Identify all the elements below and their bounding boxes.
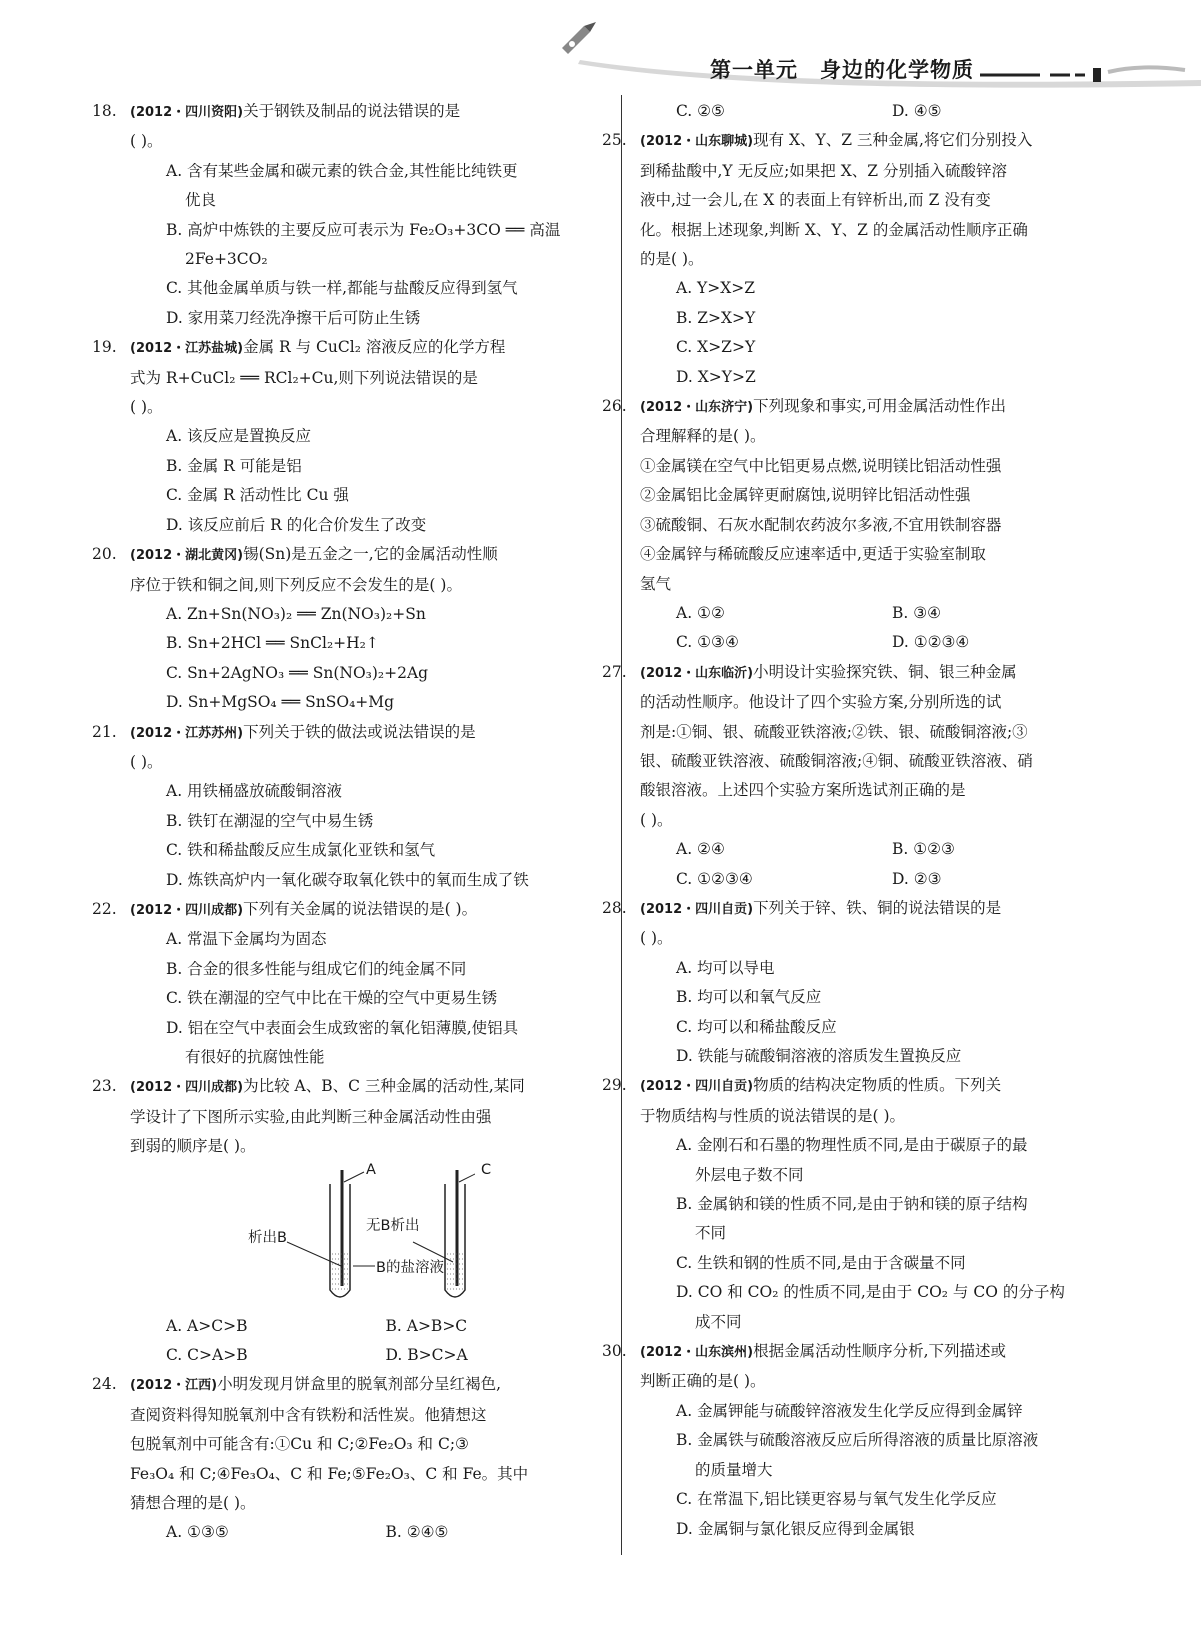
question-number: 27. [602, 662, 627, 681]
option-item: C. X>Z>Y [676, 338, 756, 357]
question-source: (2012・山东济宁) [640, 400, 754, 416]
option-item: B. ①②③ [892, 840, 955, 859]
question-stem-text: ④金属锌与稀硫酸反应速率适中,更适于实验室制取 [640, 545, 986, 564]
option-pair-row [130, 1518, 605, 1547]
question-stem-text: 下列现象和事实,可用金属活动性作出 [753, 397, 1007, 416]
question-stem-line [130, 393, 605, 422]
unit-name: 身边的化学物质 [820, 58, 974, 82]
option-pair-row [640, 97, 1108, 126]
question-stem-text: ( )。 [640, 929, 673, 948]
question-number: 26. [602, 397, 627, 416]
option-item: B. 高炉中炼铁的主要反应可表示为 Fe₂O₃+3CO ══ 高温 [166, 220, 561, 239]
question-source: (2012・四川自贡) [640, 1079, 754, 1095]
page-header [560, 20, 1201, 92]
option-item: C. 铁在潮湿的空气中比在干燥的空气中更易生锈 [166, 989, 498, 1008]
question-stem-text: 小明发现月饼盒里的脱氧剂部分呈红褐色, [217, 1375, 502, 1394]
question-stem-line [130, 1430, 605, 1459]
option-item: B. Sn+2HCl ══ SnCl₂+H₂↑ [166, 634, 379, 653]
question-source: (2012・山东临沂) [640, 665, 754, 681]
option-item: D. ④⑤ [892, 102, 942, 120]
question-21 [92, 718, 605, 895]
option-item: C. ②⑤ [676, 102, 725, 120]
option-item: A. ①② [676, 603, 725, 622]
option-item: A. 用铁桶盛放硫酸铜溶液 [166, 782, 343, 801]
question-source: (2012・四川资阳) [130, 105, 244, 120]
question-stem-text: 式为 R+CuCl₂ ══ RCl₂+Cu,则下列说法错误的是 [130, 368, 478, 387]
question-stem-first-line [602, 1071, 1108, 1101]
experiment-figure [130, 1162, 605, 1312]
unit-title [710, 54, 974, 84]
question-stem-text: 剂是:①铜、银、硫酸亚铁溶液;②铁、银、硫酸铜溶液;③ [640, 722, 1028, 741]
question-stem-text: 判断正确的是( )。 [640, 1372, 766, 1391]
question-source: (2012・四川成都) [130, 902, 244, 918]
question-26 [602, 392, 1108, 658]
question-stem-text: 酸银溶液。上述四个实验方案所选试剂正确的是 [640, 781, 966, 800]
question-stem-text: 查阅资料得知脱氧剂中含有铁粉和活性炭。他猜想这 [130, 1405, 487, 1424]
question-stem-first-line [602, 894, 1108, 924]
question-stem-first-line [92, 1072, 605, 1102]
question-source: (2012・四川成都) [130, 1080, 244, 1096]
option-item: A. ①③⑤ [166, 1523, 229, 1542]
option-item: D. 该反应前后 R 的化合价发生了改变 [166, 515, 427, 534]
option-item: A. ②④ [676, 840, 725, 859]
left-test-tube [330, 1170, 364, 1297]
question-number: 21. [92, 722, 117, 741]
question-stem-line [640, 481, 1108, 510]
option-item: C. 生铁和钢的性质不同,是由于含碳量不同 [676, 1253, 966, 1272]
option-item: B. Z>X>Y [676, 308, 756, 327]
question-stem-text: 根据金属活动性顺序分析,下列描述或 [753, 1342, 1007, 1361]
question-stem-line [130, 1401, 605, 1430]
option-item: B. 金属铁与硫酸溶液反应后所得溶液的质量比原溶液 [676, 1431, 1039, 1450]
question-stem-line [130, 1460, 605, 1489]
option-item: C. 均可以和稀盐酸反应 [676, 1017, 837, 1036]
option-item: D. 铝在空气中表面会生成致密的氧化铝薄膜,使铝具 [166, 1018, 519, 1037]
option-item: D. B>C>A [385, 1346, 468, 1365]
option-item: C. 其他金属单质与铁一样,都能与盐酸反应得到氢气 [166, 279, 518, 298]
label-left-note: 析出B [248, 1229, 287, 1246]
question-stem-first-line [602, 1337, 1108, 1367]
question-stem-text: 下列有关金属的说法错误的是( )。 [243, 899, 478, 918]
right-column [602, 97, 1108, 1544]
question-stem-text: 下列关于铁的做法或说法错误的是 [243, 722, 476, 741]
question-stem-first-line [92, 540, 605, 570]
question-number: 30. [602, 1342, 627, 1361]
question-number: 29. [602, 1076, 627, 1095]
question-stem-first-line [92, 97, 605, 127]
option-item: A. 常温下金属均为固态 [166, 930, 327, 949]
option-item: C. ①②③④ [676, 869, 753, 888]
question-number: 22. [92, 899, 117, 918]
option-item: B. ②④⑤ [385, 1523, 449, 1542]
option-item: D. X>Y>Z [676, 367, 756, 386]
question-27 [602, 658, 1108, 894]
option-item: B. 合金的很多性能与组成它们的纯金属不同 [166, 959, 467, 978]
option-item: A. Zn+Sn(NO₃)₂ ══ Zn(NO₃)₂+Sn [166, 604, 426, 623]
option-item: A. 该反应是置换反应 [166, 427, 312, 446]
question-stem-line [640, 1102, 1108, 1131]
option-pair-row [640, 865, 1108, 894]
question-19 [92, 333, 605, 540]
question-stem-line [130, 1489, 605, 1518]
question-stem-line [130, 127, 605, 156]
option-item: A. 金属钾能与硫酸锌溶液发生化学反应得到金属锌 [676, 1401, 1023, 1420]
option-item: D. 家用菜刀经洗净擦干后可防止生锈 [166, 308, 421, 327]
question-stem-text: 金属 R 与 CuCl₂ 溶液反应的化学方程 [243, 338, 506, 357]
label-right-note: 无B析出 [366, 1217, 420, 1234]
question-stem-line [640, 216, 1108, 245]
option-continuation: 2Fe+3CO₂ [185, 250, 268, 269]
option-continuation: 的质量增大 [695, 1460, 773, 1479]
question-stem-text: 下列关于锌、铁、铜的说法错误的是 [753, 898, 1002, 917]
option-item: A. 均可以导电 [676, 958, 775, 977]
option-item: D. ②③ [892, 869, 942, 888]
question-stem-text: 氢气 [640, 574, 672, 593]
question-source: (2012・江苏盐城) [130, 341, 244, 357]
option-item: C. ①③④ [676, 633, 739, 652]
option-item: C. 金属 R 活动性比 Cu 强 [166, 486, 349, 505]
question-number: 24. [92, 1375, 117, 1394]
question-number: 28. [602, 898, 627, 917]
question-stem-line [640, 570, 1108, 599]
question-stem-text: 于物质结构与性质的说法错误的是( )。 [640, 1106, 906, 1125]
question-stem-text: ①金属镁在空气中比铝更易点燃,说明镁比铝活动性强 [640, 456, 1002, 475]
option-item: D. 炼铁高炉内一氧化碳夺取氧化铁中的氧而生成了铁 [166, 870, 529, 889]
question-stem-line [640, 747, 1108, 776]
option-continuation: 有很好的抗腐蚀性能 [185, 1048, 325, 1066]
option-item: D. 金属铜与氯化银反应得到金属银 [676, 1519, 915, 1538]
question-stem-line [640, 806, 1108, 835]
question-stem-text: 猜想合理的是( )。 [130, 1494, 256, 1513]
question-stem-line [640, 452, 1108, 481]
question-stem-text: 小明设计实验探究铁、铜、银三种金属 [753, 662, 1017, 681]
right-test-tube [445, 1170, 475, 1297]
question-stem-text: 合理解释的是( )。 [640, 427, 766, 446]
question-source: (2012・江西) [130, 1378, 218, 1394]
question-stem-text: 到稀盐酸中,Y 无反应;如果把 X、Z 分别插入硫酸锌溶 [640, 161, 1007, 180]
question-stem-line [640, 1367, 1108, 1396]
question-25 [602, 126, 1108, 392]
question-stem-line [640, 157, 1108, 186]
question-stem-first-line [92, 333, 605, 363]
question-stem-text: 的活动性顺序。他设计了四个实验方案,分别所选的试 [640, 693, 1002, 712]
question-18 [92, 97, 605, 333]
question-29 [602, 1071, 1108, 1337]
question-source: (2012・湖北黄冈) [130, 548, 244, 564]
option-item: A. Y>X>Z [676, 279, 756, 298]
question-stem-text: ( )。 [130, 752, 163, 771]
question-stem-text: 学设计了下图所示实验,由此判断三种金属活动性由强 [130, 1107, 492, 1126]
question-stem-first-line [92, 895, 605, 925]
question-number: 23. [92, 1077, 117, 1096]
question-stem-line [640, 422, 1108, 451]
question-stem-text: 化。根据上述现象,判断 X、Y、Z 的金属活动性顺序正确 [640, 220, 1028, 239]
option-item: C. C>A>B [166, 1346, 248, 1365]
pen-nib-icon [562, 22, 596, 54]
option-item: A. 含有某些金属和碳元素的铁合金,其性能比纯铁更 [166, 161, 518, 180]
question-stem-text: ( )。 [130, 132, 163, 151]
question-stem-line [640, 718, 1108, 747]
question-stem-text: 到弱的顺序是( )。 [130, 1137, 256, 1156]
question-stem-first-line [602, 658, 1108, 688]
option-item: C. 铁和稀盐酸反应生成氯化亚铁和氢气 [166, 841, 436, 860]
question-source: (2012・山东聊城) [640, 134, 754, 150]
question-stem-first-line [602, 392, 1108, 422]
question-stem-text: ( )。 [130, 398, 163, 417]
column-divider [621, 95, 622, 1555]
option-item: A. 金刚石和石墨的物理性质不同,是由于碳原子的最 [676, 1136, 1028, 1155]
question-stem-text: 的是( )。 [640, 250, 704, 269]
option-pair-row [130, 1341, 605, 1370]
option-pair-row [130, 1312, 605, 1341]
question-number: 19. [92, 338, 117, 357]
question-number: 25. [602, 131, 627, 150]
question-stem-text: 为比较 A、B、C 三种金属的活动性,某同 [243, 1077, 525, 1096]
question-stem-text: 包脱氧剂中可能含有:①Cu 和 C;②Fe₂O₃ 和 C;③ [130, 1435, 469, 1454]
option-continuation: 成不同 [695, 1312, 742, 1331]
question-stem-line [130, 1103, 605, 1132]
question-stem-text: ③硫酸铜、石灰水配制农药波尔多液,不宜用铁制容器 [640, 515, 1002, 534]
question-23 [92, 1072, 605, 1370]
option-item: B. 金属 R 可能是铝 [166, 456, 302, 475]
left-column [92, 97, 605, 1548]
question-source: (2012・山东滨州) [640, 1345, 754, 1361]
question-stem-line [640, 245, 1108, 274]
question-22 [92, 895, 605, 1072]
question-stem-text: ②金属铝比金属锌更耐腐蚀,说明锌比铝活动性强 [640, 486, 971, 505]
question-continued [640, 97, 1108, 126]
question-stem-text: 液中,过一会儿,在 X 的表面上有锌析出,而 Z 没有变 [640, 191, 991, 210]
question-stem-text: 序位于铁和铜之间,则下列反应不会发生的是( )。 [130, 575, 462, 594]
option-continuation: 优良 [185, 191, 217, 210]
question-number: 20. [92, 545, 117, 564]
option-item: D. CO 和 CO₂ 的性质不同,是由于 CO₂ 与 CO 的分子构 [676, 1283, 1065, 1302]
question-stem-line [640, 776, 1108, 805]
question-stem-line [640, 688, 1108, 717]
label-a: A [366, 1161, 376, 1178]
question-stem-text: 银、硫酸亚铁溶液、硫酸铜溶液;④铜、硫酸亚铁溶液、硝 [640, 751, 1033, 770]
option-continuation: 外层电子数不同 [695, 1165, 804, 1184]
option-item: B. ③④ [892, 603, 942, 622]
question-stem-line [130, 364, 605, 393]
question-28 [602, 894, 1108, 1071]
question-stem-line [640, 924, 1108, 953]
option-continuation: 不同 [695, 1224, 727, 1243]
question-20 [92, 540, 605, 717]
option-item: D. Sn+MgSO₄ ══ SnSO₄+Mg [166, 693, 395, 712]
question-stem-first-line [92, 1370, 605, 1400]
question-stem-line [640, 511, 1108, 540]
question-stem-text: 关于钢铁及制品的说法错误的是 [243, 102, 461, 120]
question-number: 18. [92, 102, 117, 120]
question-stem-text: 现有 X、Y、Z 三种金属,将它们分别投入 [753, 131, 1033, 150]
label-c: C [481, 1161, 492, 1178]
question-stem-line [640, 540, 1108, 569]
question-stem-line [130, 748, 605, 777]
option-item: B. 金属钠和镁的性质不同,是由于钠和镁的原子结构 [676, 1195, 1028, 1214]
option-item: B. A>B>C [385, 1316, 468, 1335]
question-stem-first-line [602, 126, 1108, 156]
option-pair-row [640, 628, 1108, 657]
option-item: C. Sn+2AgNO₃ ══ Sn(NO₃)₂+2Ag [166, 663, 429, 682]
question-stem-line [130, 571, 605, 600]
option-item: D. 铁能与硫酸铜溶液的溶质发生置换反应 [676, 1047, 962, 1065]
question-stem-text: ( )。 [640, 810, 673, 829]
option-item: A. A>C>B [166, 1316, 248, 1335]
question-stem-text: 锡(Sn)是五金之一,它的金属活动性顺 [243, 545, 498, 564]
question-stem-first-line [92, 718, 605, 748]
label-solution: B的盐溶液 [376, 1259, 444, 1276]
option-pair-row [640, 835, 1108, 864]
question-24 [92, 1370, 605, 1547]
option-item: B. 铁钉在潮湿的空气中易生锈 [166, 811, 374, 830]
question-30 [602, 1337, 1108, 1544]
question-source: (2012・四川自贡) [640, 901, 754, 917]
unit-number: 第一单元 [710, 58, 798, 82]
question-stem-text: Fe₃O₄ 和 C;④Fe₃O₄、C 和 Fe;⑤Fe₂O₃、C 和 Fe。其中 [130, 1464, 529, 1483]
option-item: C. 在常温下,铝比镁更容易与氧气发生化学反应 [676, 1490, 997, 1509]
option-pair-row [640, 599, 1108, 628]
question-stem-line [640, 186, 1108, 215]
question-source: (2012・江苏苏州) [130, 725, 244, 741]
question-stem-line [130, 1132, 605, 1161]
option-item: B. 均可以和氧气反应 [676, 988, 822, 1007]
question-stem-text: 物质的结构决定物质的性质。下列关 [753, 1076, 1002, 1095]
option-item: D. ①②③④ [892, 633, 970, 652]
